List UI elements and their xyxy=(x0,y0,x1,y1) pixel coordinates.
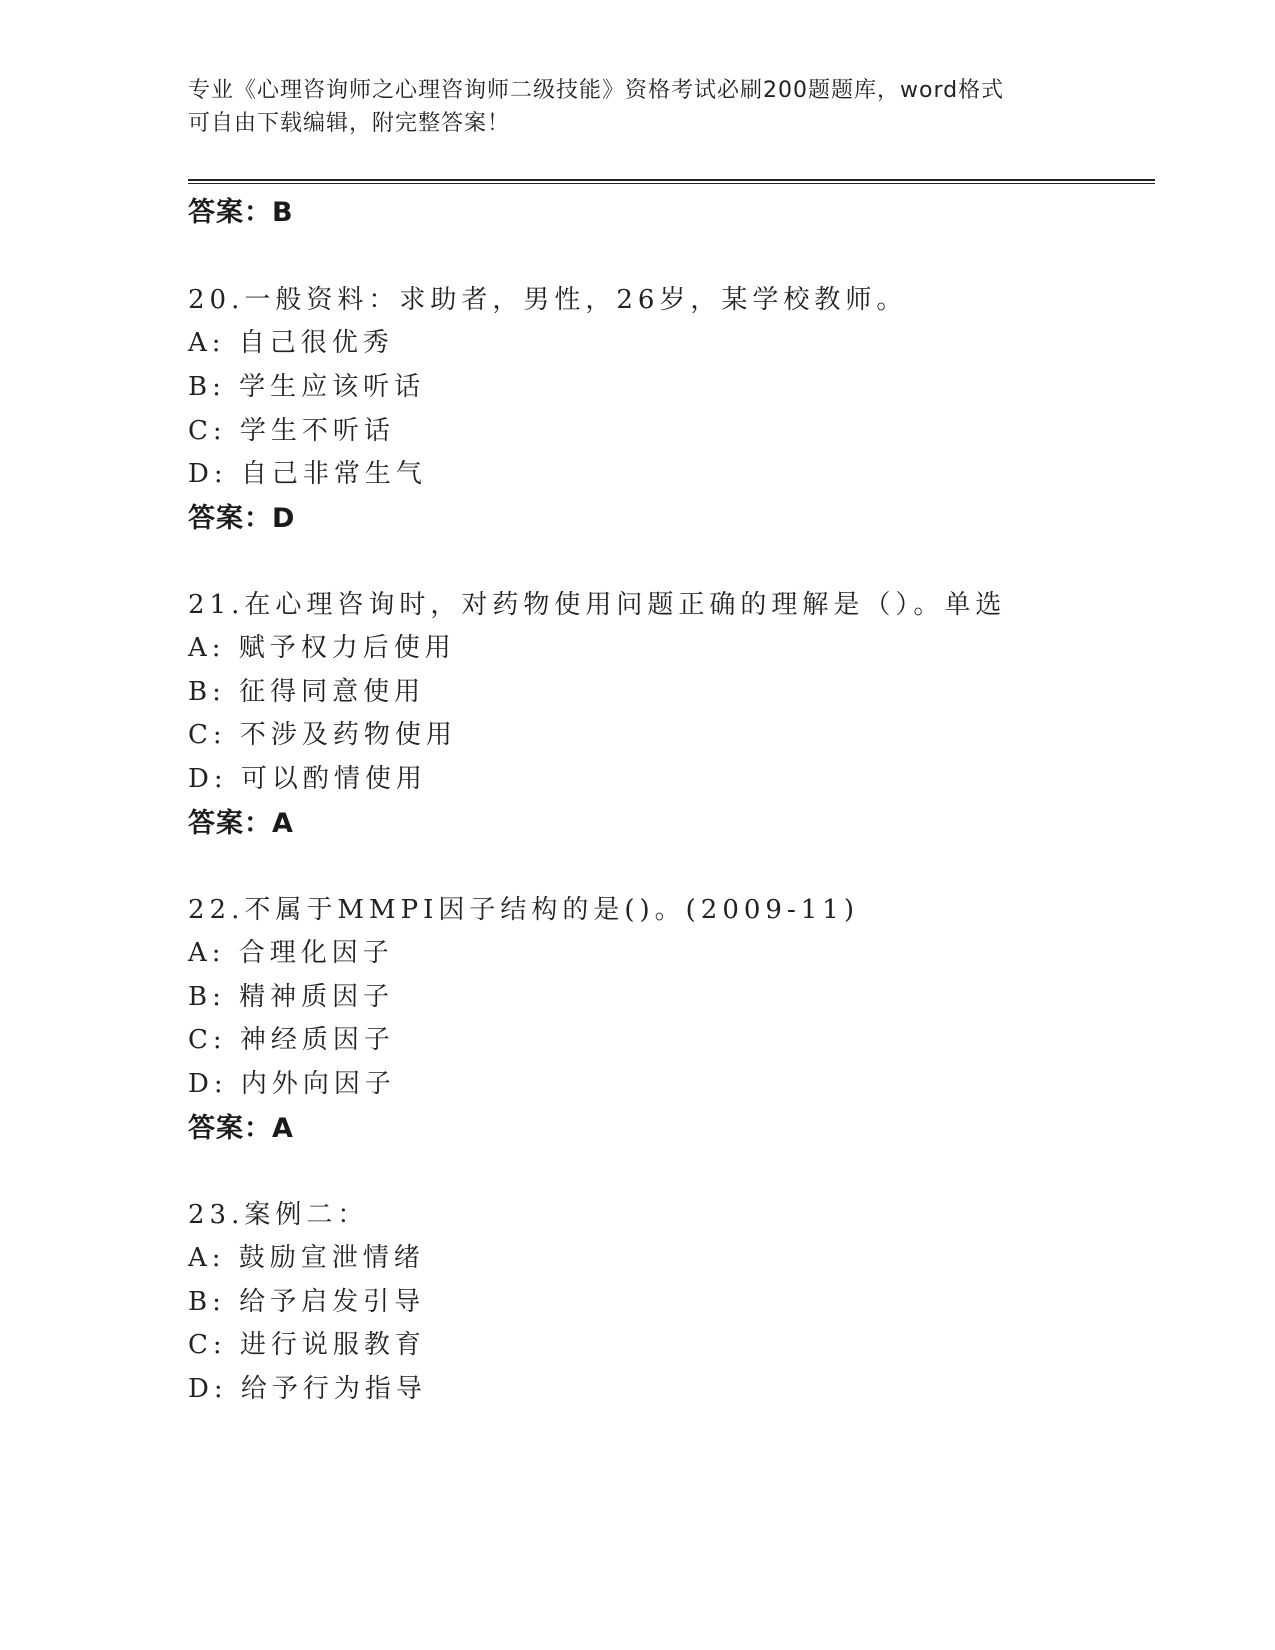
question-20-answer: 答案：D xyxy=(188,503,296,534)
question-22-option-b: B: 精神质因子 xyxy=(188,982,395,1012)
header-line-2: 可自由下载编辑，附完整答案！ xyxy=(188,111,511,136)
question-23-option-c: C: 进行说服教育 xyxy=(188,1330,426,1360)
question-23-stem: 23.案例二： xyxy=(188,1200,369,1230)
question-21-stem: 21.在心理咨询时，对药物使用问题正确的理解是（）。单选 xyxy=(188,590,1007,620)
document-header xyxy=(188,74,1088,140)
question-21-option-c: C: 不涉及药物使用 xyxy=(188,720,457,750)
question-22-option-d: D: 内外向因子 xyxy=(188,1069,396,1099)
question-21-option-d: D: 可以酌情使用 xyxy=(188,764,427,794)
header-line-1: 专业《心理咨询师之心理咨询师二级技能》资格考试必刷200题题库，word格式 xyxy=(188,78,1005,103)
question-21-option-b: B: 征得同意使用 xyxy=(188,677,426,707)
question-20-option-c: C: 学生不听话 xyxy=(188,416,395,446)
question-20-stem: 20.一般资料：求助者，男性，26岁，某学校教师。 xyxy=(188,285,908,315)
header-rule-thick xyxy=(188,179,1155,181)
question-23-option-b: B: 给予启发引导 xyxy=(188,1287,426,1317)
question-20-option-a: A: 自己很优秀 xyxy=(188,328,394,358)
question-22-stem: 22.不属于MMPI因子结构的是()。(2009-11) xyxy=(188,895,859,925)
question-22-option-a: A: 合理化因子 xyxy=(188,938,394,968)
question-21-answer: 答案：A xyxy=(188,808,294,839)
question-22-answer: 答案：A xyxy=(188,1113,294,1144)
question-23-option-a: A: 鼓励宣泄情绪 xyxy=(188,1243,425,1273)
previous-answer: 答案：B xyxy=(188,197,294,228)
question-21-option-a: A: 赋予权力后使用 xyxy=(188,633,456,663)
question-20-option-b: B: 学生应该听话 xyxy=(188,372,426,402)
question-22-option-c: C: 神经质因子 xyxy=(188,1025,395,1055)
question-20-option-d: D: 自己非常生气 xyxy=(188,459,427,489)
question-23-option-d: D: 给予行为指导 xyxy=(188,1374,427,1404)
header-rule-thin xyxy=(188,183,1155,184)
